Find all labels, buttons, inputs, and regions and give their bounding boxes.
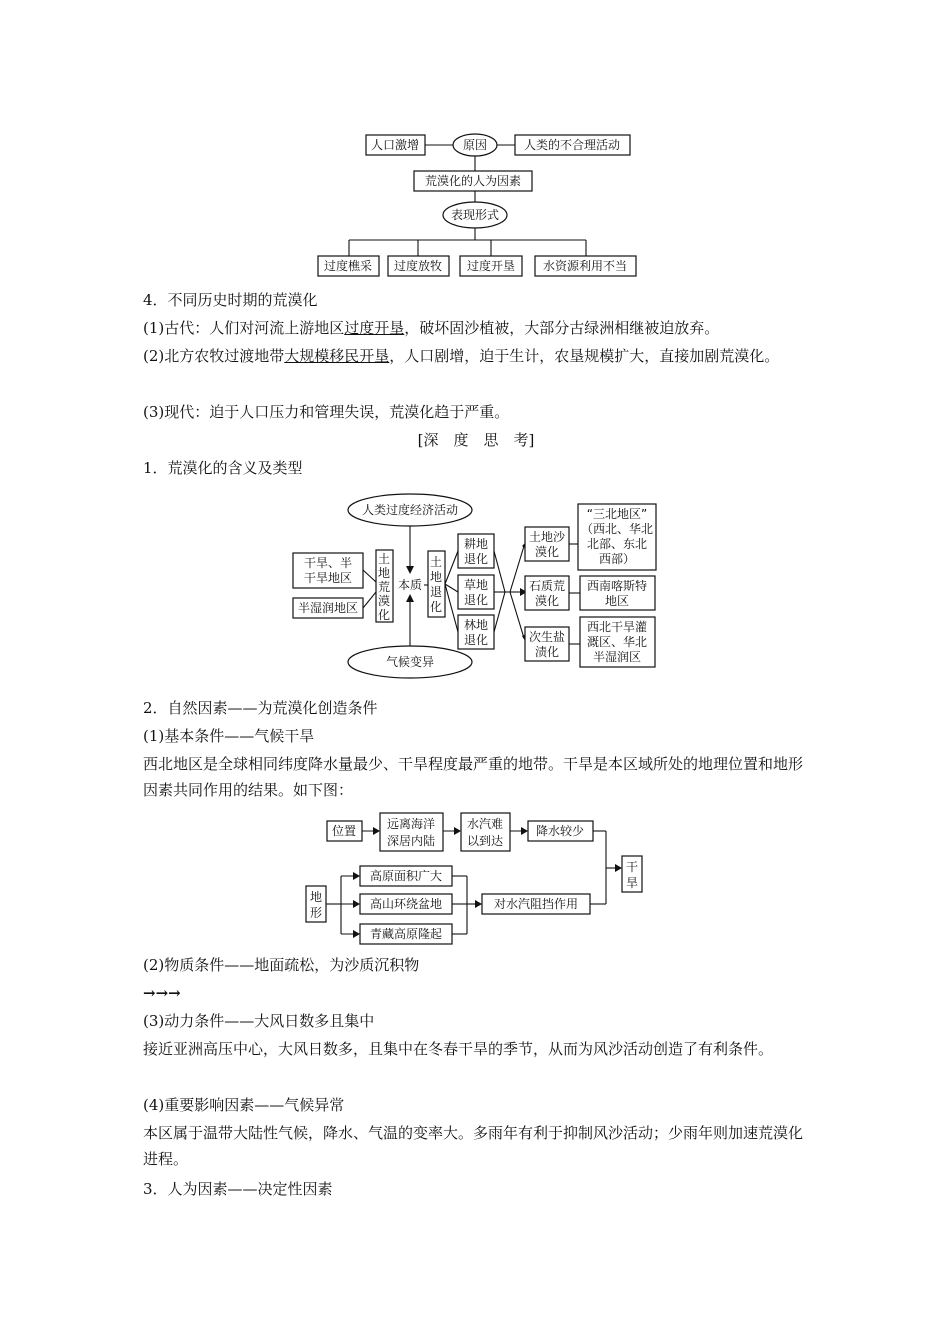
terrain-t1: 地 (309, 890, 323, 904)
r1-t1: “三北地区” (586, 507, 648, 521)
t3-t2: 渍化 (534, 645, 560, 659)
land-c1: 土 (377, 552, 391, 566)
vapor-t2: 以到达 (466, 834, 504, 848)
human-ellipse-text: 人类过度经济活动 (361, 503, 459, 517)
pop-text: 人口激增 (370, 138, 420, 152)
r1-t2: （西北、华北 (580, 522, 654, 536)
land-c3: 荒 (377, 580, 391, 594)
r3-t1: 西北干旱灌 (586, 620, 648, 634)
sec4-p1-underline: 过度开垦 (344, 319, 405, 337)
vapor-t1: 水汽难 (466, 817, 504, 831)
s2-title: 2．自然因素——为荒漠化创造条件 (143, 699, 378, 717)
sec4-p3: (3)现代：迫于人口压力和管理失误，荒漠化趋于严重。 (143, 403, 510, 421)
land-c5: 化 (377, 608, 391, 622)
s2-p7: 本区属于温带大陆性气候，降水、气温的变率大。多雨年有利于抑制风沙活动；少雨年则加速荒漠化进程。 (143, 1124, 804, 1168)
t2-t2: 漠化 (534, 594, 560, 608)
land-c4: 漠 (377, 594, 391, 608)
form-text: 表现形式 (450, 208, 500, 222)
f2-text: 过度放牧 (393, 259, 443, 273)
r2-t2: 地区 (604, 594, 630, 608)
c1-t1: 耕地 (463, 537, 489, 551)
s3-title: 3．人为因素——决定性因素 (143, 1180, 333, 1198)
s2-p1: (1)基本条件——气候干旱 (143, 727, 315, 745)
sec4-p1-a: (1)古代：人们对河流上游地区 (143, 319, 345, 337)
degrade-c4: 化 (429, 600, 443, 614)
arid-text-2: 干旱地区 (303, 571, 353, 585)
c2-t1: 草地 (463, 578, 489, 592)
f3-text: 过度开垦 (466, 259, 516, 273)
degrade-c3: 退 (429, 585, 443, 599)
semi-text: 半湿润地区 (297, 601, 359, 615)
c1-t2: 退化 (463, 552, 489, 566)
degrade-c1: 土 (429, 555, 443, 569)
degrade-c2: 地 (429, 570, 443, 584)
sec4-p1-b: ，破坏固沙植被，大部分古绿洲相继被迫放弃。 (404, 319, 720, 337)
t3-t1: 次生盐 (528, 630, 566, 644)
s2-p3: (2)物质条件——地面疏松，为沙质沉积物 (143, 956, 420, 974)
cause-text: 原因 (462, 138, 488, 152)
dry-t1: 干 (625, 860, 639, 874)
sec4-p2-underline: 大规模移民开垦 (284, 347, 390, 365)
land-c2: 地 (377, 566, 391, 580)
r1-t3: 北部、东北 (586, 537, 648, 551)
f4-text: 水资源利用不当 (542, 259, 628, 273)
h1-text: 高原面积广大 (369, 869, 443, 883)
far-t2: 深居内陆 (386, 834, 436, 848)
f1-text: 过度樵采 (323, 259, 373, 273)
r3-t3: 半湿润区 (592, 650, 642, 664)
h2-text: 高山环绕盆地 (369, 897, 443, 911)
far-t1: 远离海洋 (386, 817, 436, 831)
rain-text: 降水较少 (535, 824, 585, 838)
deep-think-heading: [深 度 思 考] (417, 431, 535, 449)
s2-p4: (3)动力条件——大风日数多且集中 (143, 1012, 375, 1030)
c3-t1: 林地 (463, 618, 489, 632)
r2-t1: 西南喀斯特 (586, 579, 648, 593)
s2-p6: (4)重要影响因素——气候异常 (143, 1096, 345, 1114)
arrows-text: →→→ (143, 984, 181, 1002)
c2-t2: 退化 (463, 593, 489, 607)
sec4-p2-a: (2)北方农牧过渡地带 (143, 347, 285, 365)
r3-t2: 溉区、华北 (586, 635, 648, 649)
block-text: 对水汽阻挡作用 (493, 897, 579, 911)
climate-ellipse-text: 气候变异 (385, 655, 435, 669)
s2-p5: 接近亚洲高压中心，大风日数多，且集中在冬春干旱的季节，从而为风沙活动创造了有利条件。 (143, 1040, 774, 1058)
sec4-p2-b: ，人口剧增，迫于生计，农垦规模扩大，直接加剧荒漠化。 (389, 347, 780, 365)
dry-t2: 旱 (625, 876, 639, 890)
essence-text: 本质 (397, 578, 423, 592)
s1-title: 1．荒漠化的含义及类型 (143, 459, 303, 477)
t1-t2: 漠化 (534, 545, 560, 559)
s2-p2: 西北地区是全球相同纬度降水量最少、干旱程度最严重的地带。干旱是本区域所处的地理位置和地形因素共同作用的结果。如下图： (143, 755, 804, 799)
human-text: 人类的不合理活动 (523, 138, 621, 152)
factor-text: 荒漠化的人为因素 (424, 174, 522, 188)
sec4-title: 4．不同历史时期的荒漠化 (143, 291, 318, 309)
t1-t1: 土地沙 (528, 530, 566, 544)
t2-t1: 石质荒 (528, 579, 566, 593)
h3-text: 青藏高原隆起 (369, 927, 443, 941)
r1-t4: 西部） (598, 552, 636, 566)
c3-t2: 退化 (463, 633, 489, 647)
loc-text: 位置 (331, 824, 357, 838)
terrain-t2: 形 (309, 906, 323, 920)
arid-text-1: 干旱、半 (303, 556, 353, 570)
